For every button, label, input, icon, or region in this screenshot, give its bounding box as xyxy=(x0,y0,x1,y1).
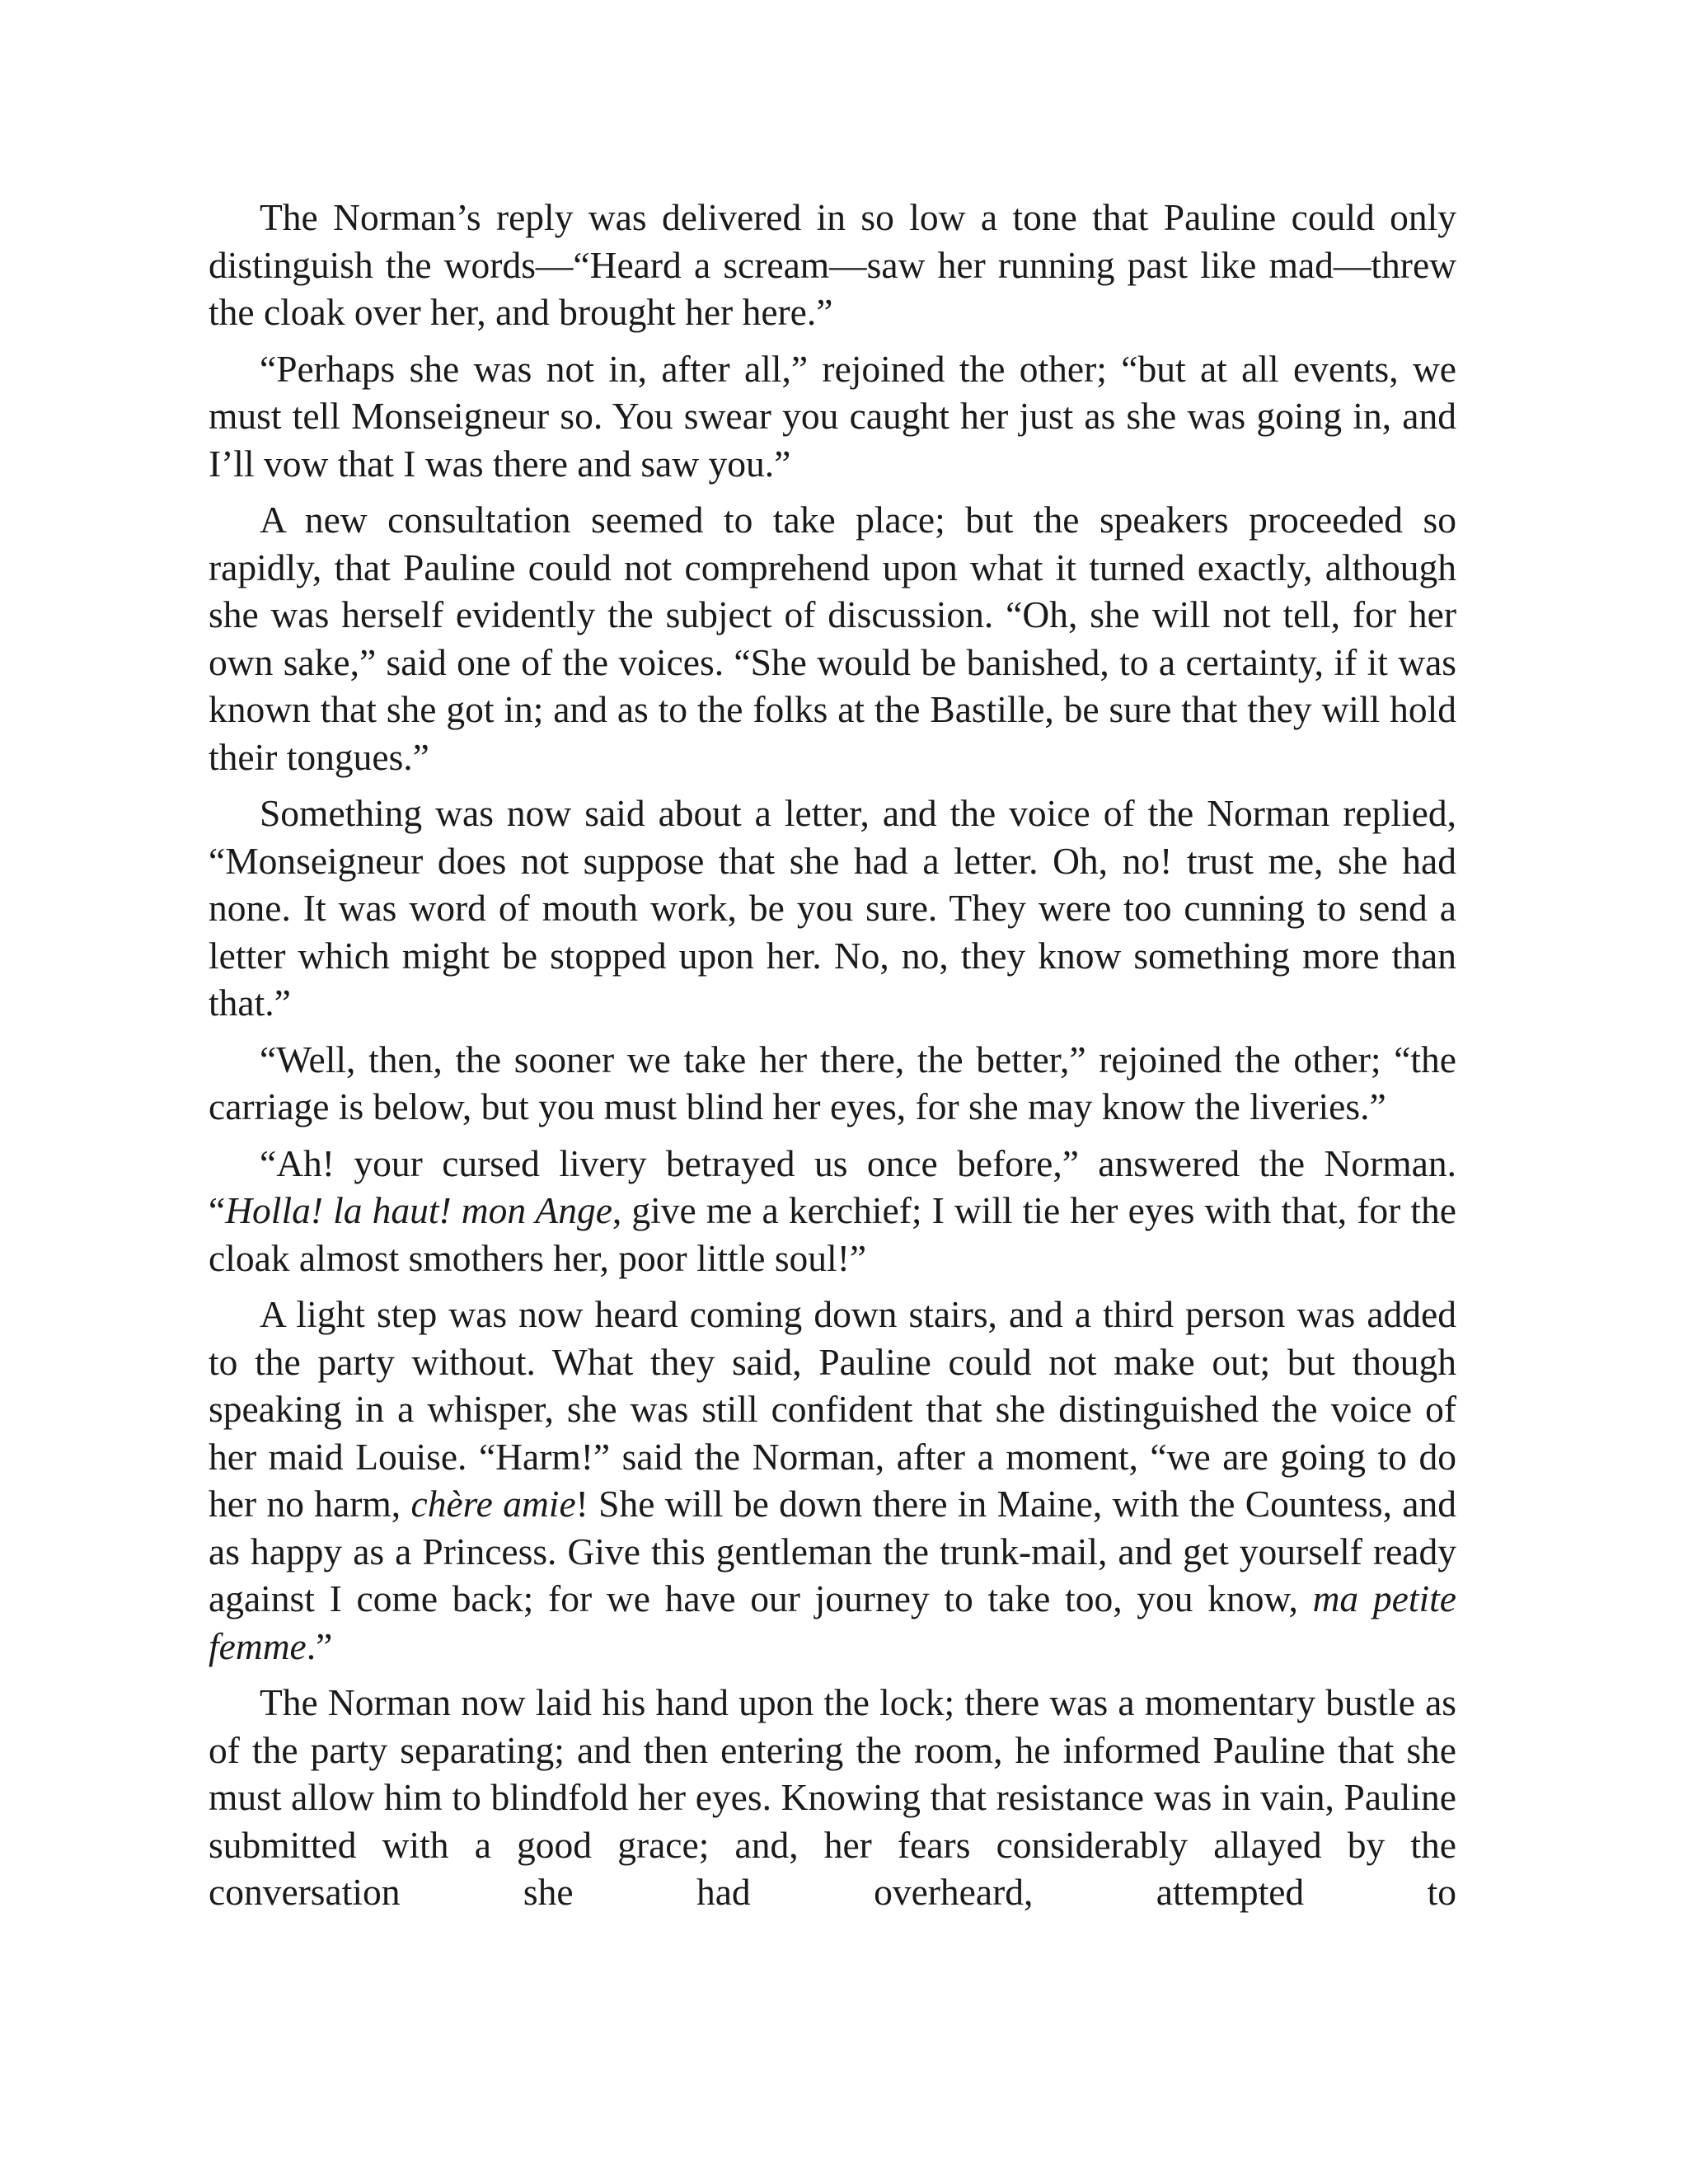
page-body xyxy=(209,194,1456,1925)
text-run: , give me a kerchief; I will tie her eyes with that, for the cloak almost smothers her, poor little soul!” xyxy=(209,1189,1456,1279)
italic-phrase: Holla! la haut! mon Ange xyxy=(225,1189,612,1231)
paragraph-1 xyxy=(209,194,1456,336)
paragraph-4 xyxy=(209,790,1456,1027)
text-run: “Ah! your cursed livery betrayed us once before,” answered the Norman. “ xyxy=(209,1141,1456,1231)
paragraph-7 xyxy=(209,1291,1456,1670)
paragraph-3 xyxy=(209,496,1456,780)
text-run: “Well, then, the sooner we take her there, the better,” rejoined the other; “the carriage is below, but you must blind her eyes, for she may know the liveries.” xyxy=(209,1038,1456,1127)
text-run: The Norman’s reply was delivered in so low a tone that Pauline could only distinguish the words—“Heard a scream—saw her running past like mad—threw the cloak over her, and brought her here.” xyxy=(209,196,1456,333)
paragraph-5 xyxy=(209,1036,1456,1131)
italic-phrase: chère amie xyxy=(410,1483,576,1525)
text-run: The Norman now laid his hand upon the lock; there was a momentary bustle as of the party separating; and then entering the room, he informed Pauline that she must allow him to blindfold her eyes. Knowing that resistance was in vain, Pauline submitted with a good grace; and, her fears considerably allayed by the conversation she had overheard, attempted to xyxy=(209,1681,1456,1913)
paragraph-8 xyxy=(209,1679,1456,1916)
text-run: ! She will be down there in Maine, with the Countess, and as happy as a Princess. Give this gentleman the trunk-mail, and get yourself ready against I come back; for we have our journey to take too, you know, xyxy=(209,1483,1456,1619)
text-run: “Perhaps she was not in, after all,” rejoined the other; “but at all events, we must tell Monseigneur so. You swear you caught her just as she was going in, and I’ll vow that I was there and saw you.” xyxy=(209,347,1456,485)
italic-phrase: ma petite femme xyxy=(209,1577,1456,1667)
text-run: A new consultation seemed to take place; but the speakers proceeded so rapidly, that Pauline could not comprehend upon what it turned exactly, although she was herself evidently the subject of discussion. “Oh, she will not tell, for her own sake,” said one of the voices. “She would be banished, to a certainty, if it was known that she got in; and as to the folks at the Bastille, be sure that they will hold their tongues.” xyxy=(209,499,1456,778)
paragraph-6 xyxy=(209,1140,1456,1282)
text-run: .” xyxy=(306,1624,333,1667)
paragraph-2 xyxy=(209,345,1456,488)
text-run: Something was now said about a letter, and the voice of the Norman replied, “Monseigneur does not suppose that she had a letter. Oh, no! trust me, she had none. It was word of mouth work, be you sure. They were too cunning to send a letter which might be stopped upon her. No, no, they know something more than that.” xyxy=(209,792,1456,1024)
text-run: A light step was now heard coming down stairs, and a third person was added to the party without. What they said, Pauline could not make out; but though speaking in a whisper, she was still confident that she distinguished the voice of her maid Louise. “Harm!” said the Norman, after a moment, “we are going to do her no harm, xyxy=(209,1293,1456,1525)
